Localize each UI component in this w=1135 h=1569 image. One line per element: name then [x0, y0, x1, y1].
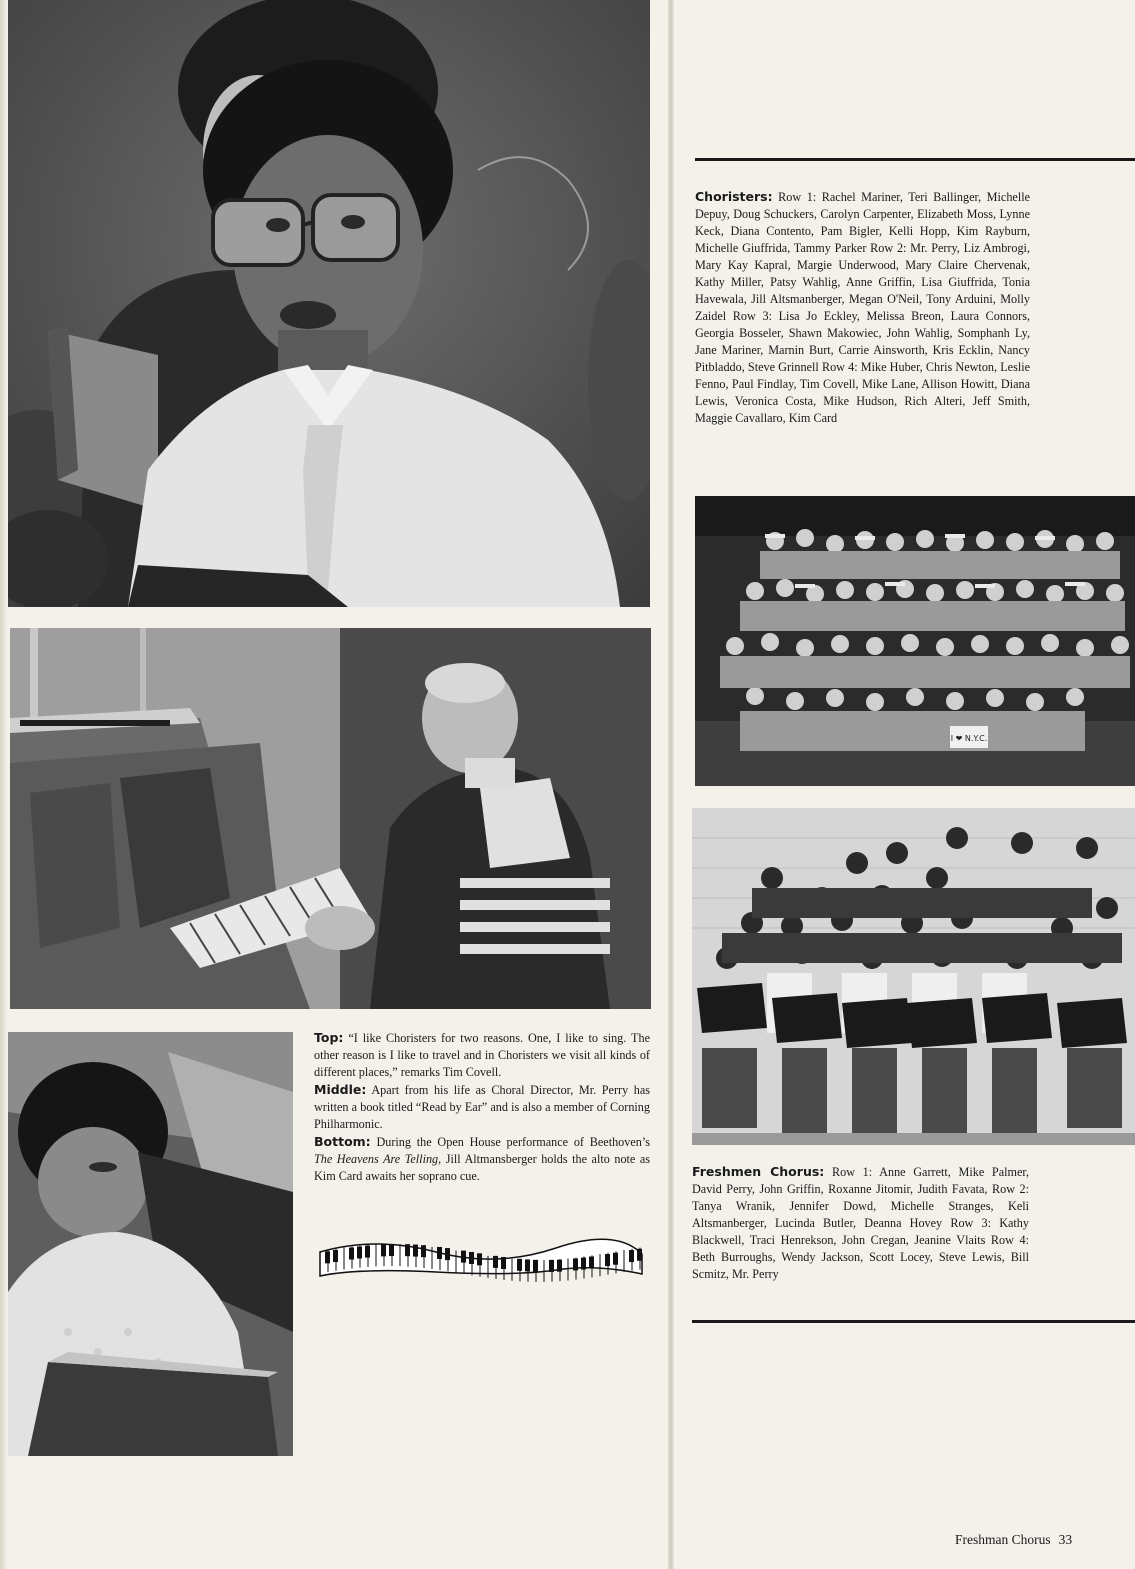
bottom-rule [692, 1320, 1135, 1323]
photo-director-piano [10, 628, 651, 1009]
caption-bottom-title: The Heavens Are Telling, [314, 1152, 442, 1166]
caption-top-label: Top: [314, 1030, 344, 1045]
choristers-sign-text: I ❤ N.Y.C. [950, 734, 988, 743]
caption-bottom-text-after: Jill Altmansberger holds the alto note as Kim Card awaits her soprano cue. [314, 1152, 651, 1183]
photo-captions [314, 1029, 650, 1185]
page-folio [955, 1532, 1072, 1548]
choristers-heading: Choristers: [695, 189, 773, 204]
folio-section: Freshman Chorus [955, 1532, 1051, 1547]
page-gutter [668, 0, 674, 1569]
photo-singer-glasses [8, 0, 650, 607]
caption-middle [314, 1081, 650, 1133]
top-rule [695, 158, 1135, 161]
folio-page-number: 33 [1058, 1532, 1073, 1547]
page-edge [0, 0, 8, 1569]
choristers-names: Row 1: Rachel Mariner, Teri Ballinger, Michelle Depuy, Doug Schuckers, Carolyn Carpenter, Elizabeth Moss, Lynne Keck, Diana Contento, Pam Bigler, Kelli Hopp, Kim Rayburn, Michelle Giuffrida, Tammy Parker Row 2: Mr. Perry, Liz Ambrogi, Mary Kay Kapral, Margie Underwood, Mary Claire Chervenak, Kathy Miller, Patsy Wahlig, Anne Griffin, Lisa Giuffrida, Tonia Havewala, Jill Altsmanberger, Megan O'Neil, Tony Arduini, Molly Zaidel Row 3: Lisa Jo Eckley, Melissa Breon, Laura Connors, Georgia Bosseler, Shawn Makowiec, John Wahlig, Somphanh Ly, Jane Mariner, Marnin Burt, Carrie Ainsworth, Kris Ecklin, Nancy Pitbladdo, Steve Grinnell Row 4: Mike Huber, Chris Newton, Leslie Fenno, Paul Findlay, Tim Covell, Mike Lane, Allison Howitt, Diana Lewis, Veronica Costa, Mike Hudson, Rich Alteri, Jeff Smith, Maggie Cavallaro, Kim Card [695, 190, 1031, 425]
photo-alto-singer [8, 1032, 293, 1456]
caption-bottom-text-before: During the Open House performance of Beethoven’s [376, 1135, 651, 1149]
caption-top [314, 1029, 650, 1081]
freshmen-names: Row 1: Anne Garrett, Mike Palmer, David Perry, John Griffin, Roxanne Jitomir, Judith Favata, Row 2: Tanya Wranik, Jennifer Dowd, Michelle Stranges, Keli Altsmanberger, Lucinda Butler, Deanna Hovey Row 3: Kathy Blackwell, Traci Henrekson, John Cregan, Jeanine Vlaits Row 4: Beth Burroughs, Wendy Jackson, Scott Locey, Steve Lewis, Bill Scmitz, Mr. Perry [692, 1165, 1029, 1281]
caption-bottom [314, 1133, 650, 1185]
photo-freshmen-group [692, 808, 1135, 1145]
freshmen-caption [692, 1163, 1029, 1283]
photo-choristers-group [695, 496, 1135, 786]
piano-keyboard-icon [316, 1232, 646, 1282]
caption-middle-text: Apart from his life as Choral Director, Mr. Perry has written a book titled “Read by Ear” and is also a member of Corning Philharmonic. [314, 1083, 651, 1131]
caption-bottom-label: Bottom: [314, 1134, 371, 1149]
freshmen-heading: Freshmen Chorus: [692, 1164, 825, 1179]
caption-middle-label: Middle: [314, 1082, 367, 1097]
caption-top-text: “I like Choristers for two reasons. One, I like to sing. The other reason is I like to travel and in Choristers we visit all kinds of different places,” remarks Tim Covell. [314, 1031, 650, 1079]
choristers-caption [695, 188, 1030, 427]
